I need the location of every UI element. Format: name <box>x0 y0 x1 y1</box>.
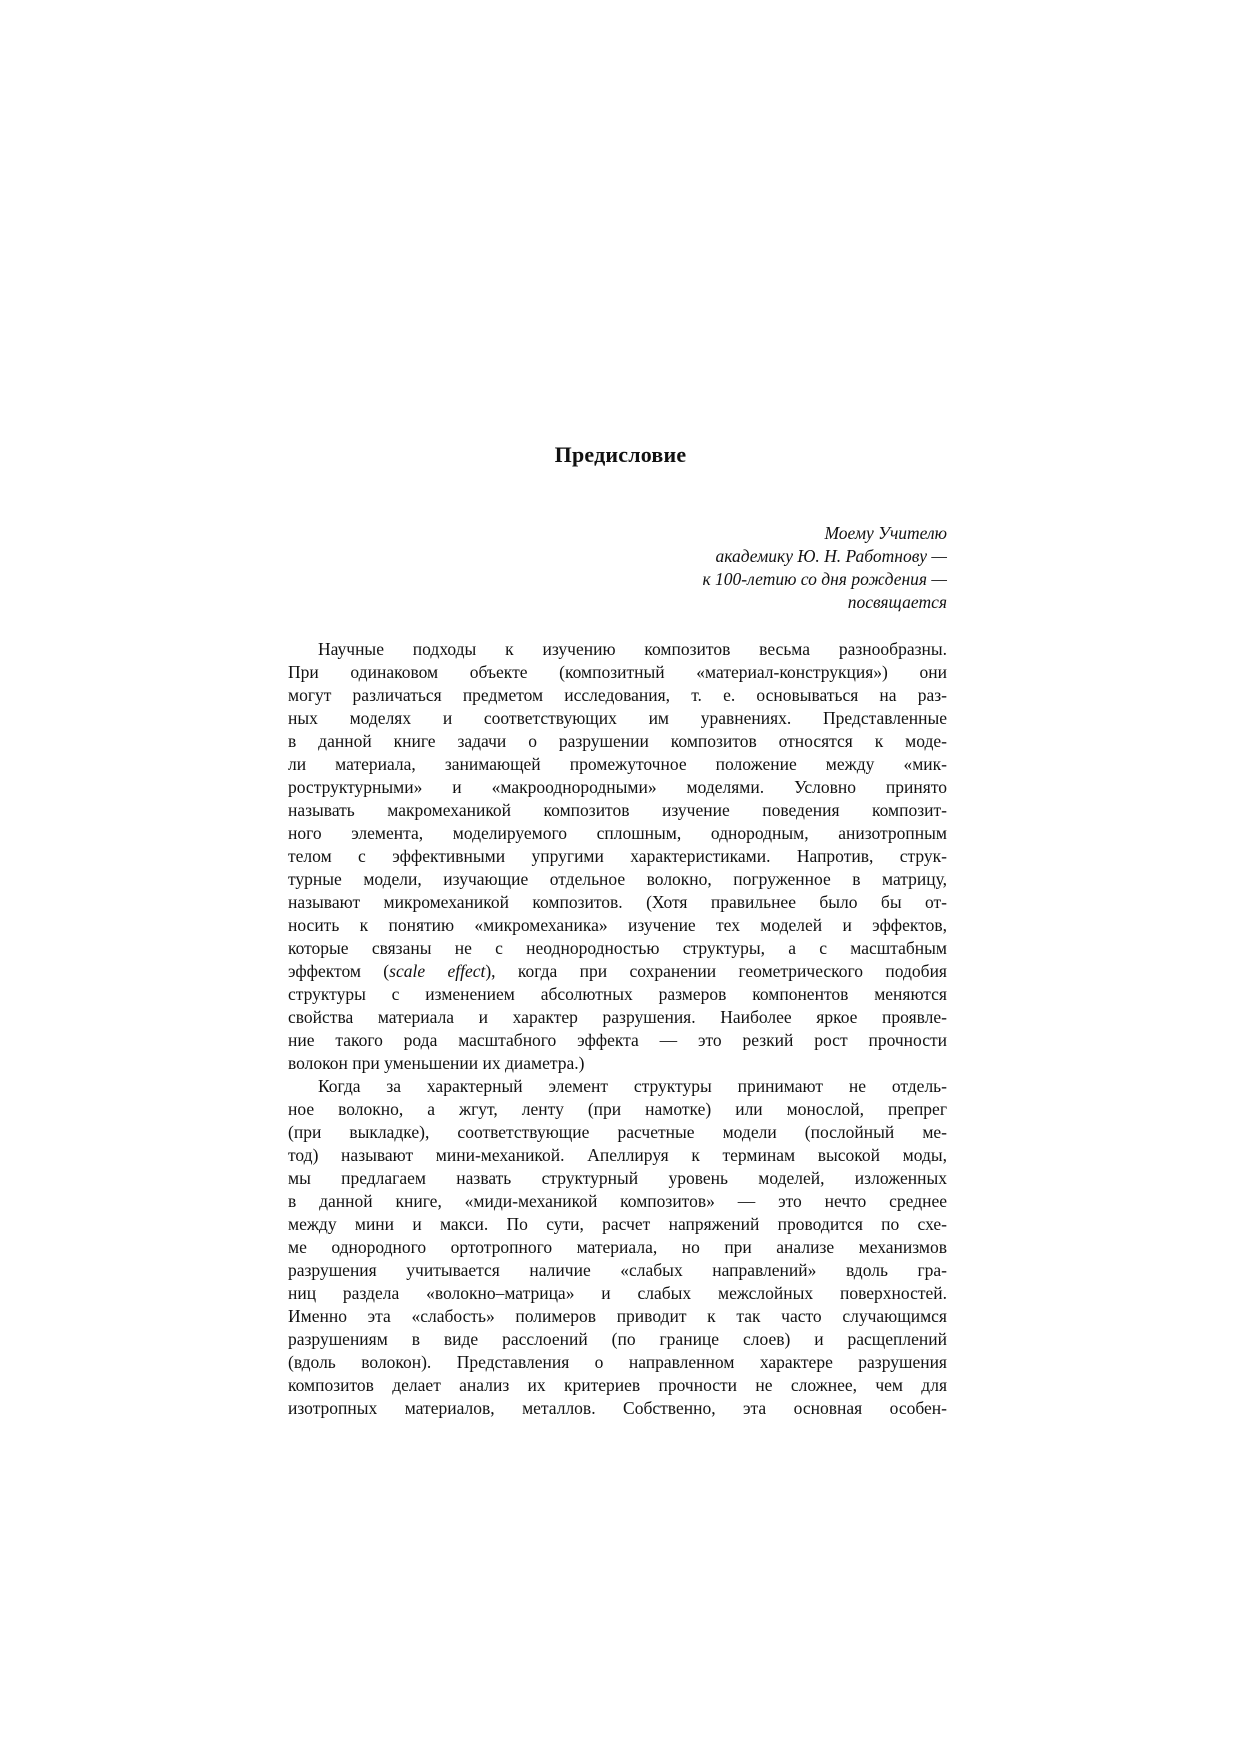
text-line: разрушениям в виде расслоений (по границе слоев) и расщеплений <box>288 1329 947 1349</box>
dedication-line: посвящается <box>847 592 947 612</box>
dedication-epigraph <box>702 522 947 614</box>
text-line: Когда за характерный элемент структуры принимают не отдель- <box>318 1076 947 1096</box>
text-line: ное волокно, а жгут, ленту (при намотке) или монослой, препрег <box>288 1099 947 1119</box>
text-line: При одинаковом объекте (композитный «материал-конструкция») они <box>288 662 947 682</box>
dedication-line: Моему Учителю <box>824 523 947 543</box>
text-line: ли материала, занимающей промежуточное положение между «мик- <box>288 754 947 774</box>
text-line: в данной книге задачи о разрушении композитов относятся к моде- <box>288 731 947 751</box>
text-line: могут различаться предметом исследования, т. е. основываться на раз- <box>288 685 947 705</box>
text-line: роструктурными» и «макрооднородными» моделями. Условно принято <box>288 777 947 797</box>
text-line: изотропных материалов, металлов. Собственно, эта основная особен- <box>288 1398 947 1418</box>
text-line: тод) называют мини-механикой. Апеллируя к терминам высокой моды, <box>288 1145 947 1165</box>
text-line: ме однородного ортотропного материала, но при анализе механизмов <box>288 1237 947 1257</box>
text-line: (при выкладке), соответствующие расчетные модели (послойный ме- <box>288 1122 947 1142</box>
text-line: турные модели, изучающие отдельное волокно, погруженное в матрицу, <box>288 869 947 889</box>
text-line: композитов делает анализ их критериев прочности не сложнее, чем для <box>288 1375 947 1395</box>
text-line: ных моделях и соответствующих им уравнениях. Представленные <box>288 708 947 728</box>
text-line: ние такого рода масштабного эффекта — это резкий рост прочности <box>288 1030 947 1050</box>
body-text <box>288 638 947 1420</box>
text-line: в данной книге, «миди-механикой композитов» — это нечто среднее <box>288 1191 947 1211</box>
text-line: мы предлагаем назвать структурный уровень моделей, изложенных <box>288 1168 947 1188</box>
text-fragment: эффектом ( <box>288 961 390 981</box>
text-line: разрушения учитывается наличие «слабых направлений» вдоль гра- <box>288 1260 947 1280</box>
text-fragment: ), когда при сохранении геометрического подобия <box>485 961 947 981</box>
dedication-line: к 100-летию со дня рождения — <box>702 569 947 589</box>
text-line: свойства материала и характер разрушения. Наиболее яркое проявле- <box>288 1007 947 1027</box>
paragraph <box>288 1075 947 1420</box>
text-line: называть макромеханикой композитов изучение поведения композит- <box>288 800 947 820</box>
page-title: Предисловие <box>554 442 687 467</box>
text-line: Именно эта «слабость» полимеров приводит к так часто случающимся <box>288 1306 947 1326</box>
text-line: носить к понятию «микромеханика» изучение тех моделей и эффектов, <box>288 915 947 935</box>
text-line: которые связаны не с неоднородностью структуры, а с масштабным <box>288 938 947 958</box>
text-line: (вдоль волокон). Представления о направленном характере разрушения <box>288 1352 947 1372</box>
text-line: Научные подходы к изучению композитов весьма разнообразны. <box>318 639 947 659</box>
text-line: телом с эффективными упругими характеристиками. Напротив, струк- <box>288 846 947 866</box>
text-line <box>288 960 947 983</box>
text-line: называют микромеханикой композитов. (Хотя правильнее было бы от- <box>288 892 947 912</box>
text-line: ниц раздела «волокно–матрица» и слабых межслойных поверхностей. <box>288 1283 947 1303</box>
dedication-line: академику Ю. Н. Работнову — <box>715 546 947 566</box>
text-line: ного элемента, моделируемого сплошным, однородным, анизотропным <box>288 823 947 843</box>
text-line: структуры с изменением абсолютных размеров компонентов меняются <box>288 984 947 1004</box>
paragraph <box>288 638 947 1075</box>
italic-term: scale effect <box>389 961 486 981</box>
text-line: волокон при уменьшении их диаметра.) <box>288 1053 585 1073</box>
text-line: между мини и макси. По сути, расчет напряжений проводится по схе- <box>288 1214 947 1234</box>
